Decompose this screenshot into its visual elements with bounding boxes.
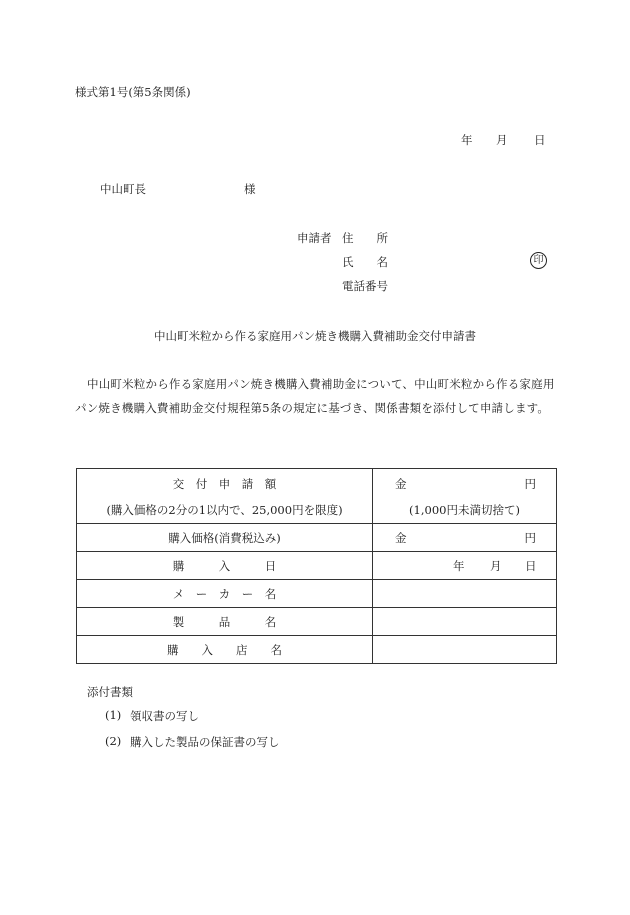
grant-amount-value-cell[interactable]	[373, 469, 557, 524]
product-label: 製 品 名	[77, 608, 373, 636]
product-value-cell[interactable]	[373, 608, 557, 636]
grant-amount-row	[77, 469, 557, 524]
purchase-date-label: 購 入 日	[77, 552, 373, 580]
date-month-label: 月	[496, 133, 508, 147]
grant-amount-prefix: 金	[395, 477, 407, 491]
purchase-price-row	[77, 524, 557, 552]
date-day-label: 日	[534, 133, 546, 147]
form-number: 様式第1号(第5条関係)	[75, 85, 191, 99]
store-value-cell[interactable]	[373, 636, 557, 664]
purchase-date-month: 月	[490, 559, 502, 573]
grant-amount-label: 交 付 申 請 額	[172, 477, 277, 491]
maker-label: メ ー カ ー 名	[77, 580, 373, 608]
document-title: 中山町米粒から作る家庭用パン焼き機購入費補助金交付申請書	[154, 329, 476, 343]
purchase-date-value-cell[interactable]	[373, 552, 557, 580]
purchase-price-label: 購入価格(消費税込み)	[77, 524, 373, 552]
purchase-date-day: 日	[525, 559, 537, 573]
maker-row	[77, 580, 557, 608]
purchase-date-year: 年	[453, 559, 465, 573]
purchase-price-suffix: 円	[524, 531, 536, 545]
name-label: 氏 名	[342, 255, 388, 269]
product-row	[77, 608, 557, 636]
phone-label: 電話番号	[342, 279, 388, 293]
date-year-label: 年	[461, 133, 473, 147]
store-row	[77, 636, 557, 664]
seal-mark: 印	[530, 252, 547, 269]
grant-amount-value-note: (1,000円未満切捨て)	[409, 503, 520, 517]
addressee-name: 中山町長	[100, 182, 146, 196]
purchase-price-value-cell[interactable]	[373, 524, 557, 552]
applicant-label: 申請者	[297, 231, 332, 245]
store-label: 購 入 店 名	[77, 636, 373, 664]
grant-amount-label-cell	[77, 469, 373, 524]
addressee-honorific: 様	[244, 182, 256, 196]
address-label: 住 所	[342, 231, 388, 245]
grant-amount-suffix: 円	[524, 477, 536, 491]
attachment-item-number: (2)	[105, 734, 122, 748]
maker-value-cell[interactable]	[373, 580, 557, 608]
attachment-item-number: (1)	[105, 708, 122, 722]
grant-amount-note: (購入価格の2分の1以内で、25,000円を限度)	[106, 503, 343, 517]
attachment-item-text: 購入した製品の保証書の写し	[130, 735, 280, 749]
purchase-price-prefix: 金	[395, 531, 407, 545]
application-table	[76, 468, 557, 664]
purchase-date-row	[77, 552, 557, 580]
body-paragraph: 中山町米粒から作る家庭用パン焼き機購入費補助金について、中山町米粒から作る家庭用パン焼き機購入費補助金交付規程第5条の規定に基づき、関係書類を添付して申請します。	[75, 377, 555, 415]
attachments-heading: 添付書類	[87, 685, 133, 699]
attachment-item-text: 領収書の写し	[130, 709, 199, 723]
